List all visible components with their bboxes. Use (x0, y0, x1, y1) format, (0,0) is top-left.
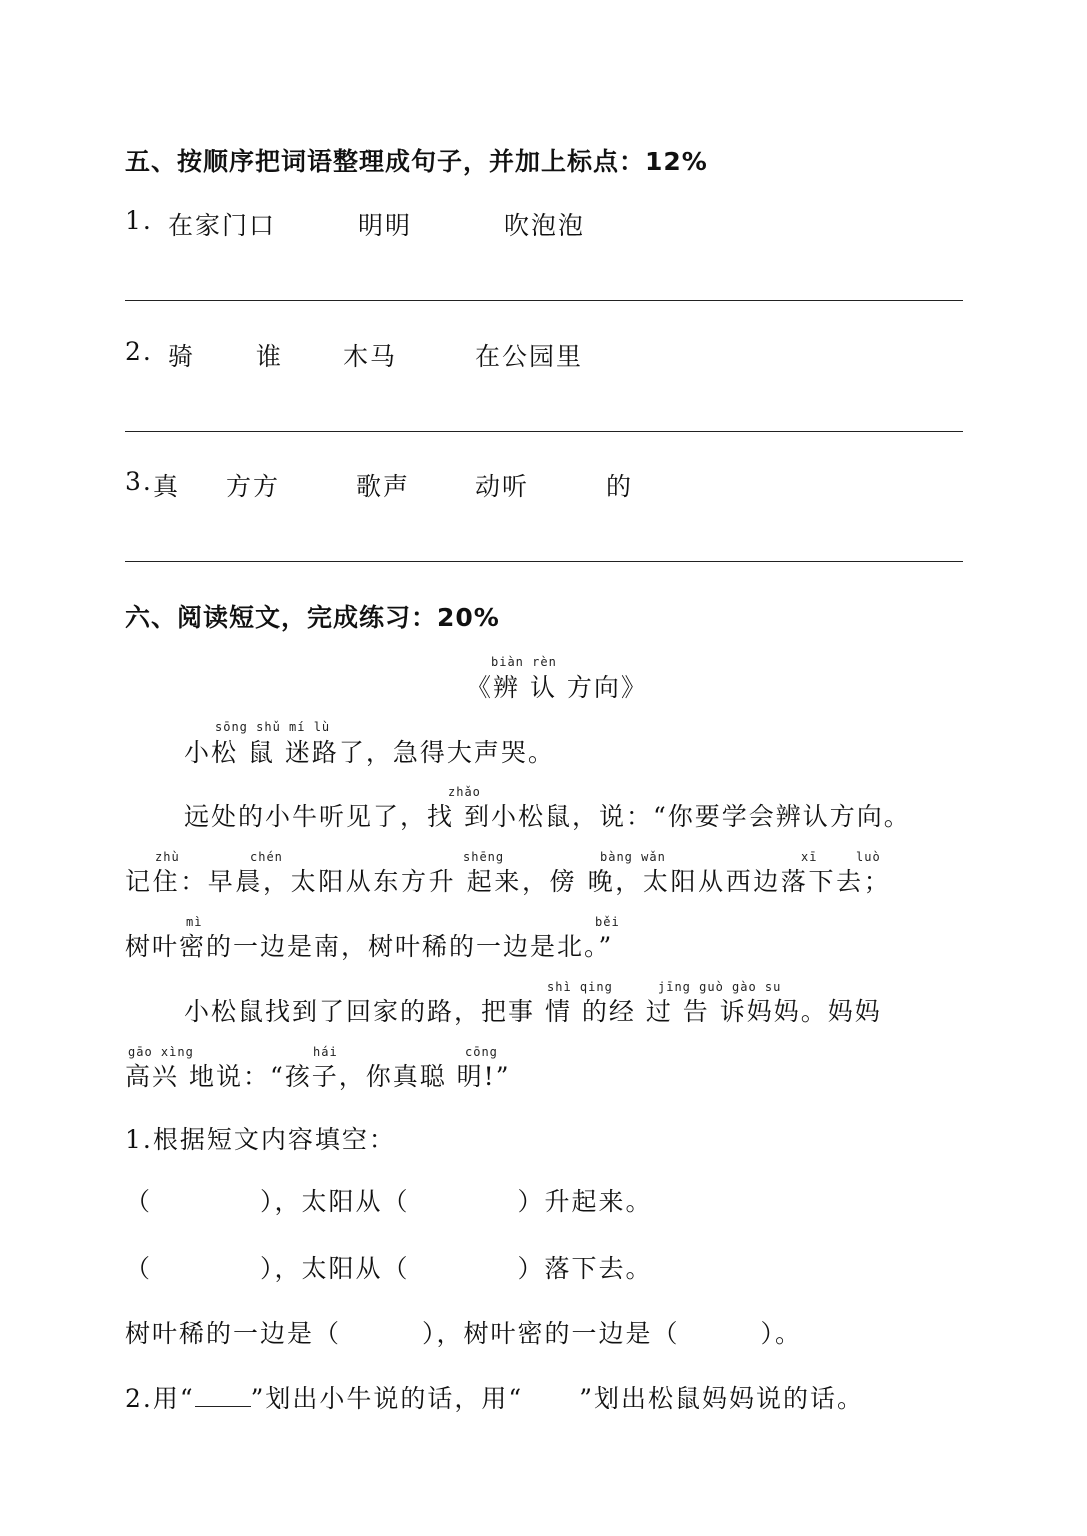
paragraph-5: 小松鼠找到了回家的路，把事 情 的经 过 告 诉妈妈。妈妈 (184, 997, 882, 1026)
question-2-part-a: 2.用“ (125, 1384, 195, 1413)
straight-underline-sample (195, 1384, 251, 1407)
q2-num: 2. (125, 337, 153, 366)
fill-blank-1: （ ），太阳从（ ）升起来。 (125, 1187, 653, 1216)
fill-blank-2: （ ），太阳从（ ）落下去。 (125, 1254, 653, 1283)
title-pinyin: biàn rèn (491, 655, 557, 669)
q3-word5: 的 (606, 472, 634, 501)
paragraph-4: 树叶密的一边是南，树叶稀的一边是北。” (125, 932, 614, 961)
q2-word3: 木马 (343, 342, 398, 371)
p3-pinyin-5: xī (801, 850, 818, 864)
q3-word2: 方方 (226, 472, 281, 501)
p5-pinyin-1: shì qing (547, 980, 613, 994)
p3-pinyin-1: zhù (155, 850, 180, 864)
answer-line-2 (125, 431, 963, 432)
p3-pinyin-4: bàng wǎn (600, 850, 666, 864)
q1-num: 1. (125, 206, 153, 235)
answer-line-3 (125, 561, 963, 562)
q3-word1: 真 (153, 472, 181, 501)
question-1-label: 1.根据短文内容填空： (125, 1125, 396, 1154)
q2-word4: 在公园里 (475, 342, 584, 371)
p5-pinyin-2: jīng guò gào su (658, 980, 782, 994)
q3-word4: 动听 (475, 472, 530, 501)
p4-pinyin-1: mì (186, 915, 203, 929)
question-2 (125, 1379, 864, 1415)
paragraph-6: 高兴 地说：“孩子，你真聪 明!” (125, 1062, 511, 1091)
paragraph-1: 小松 鼠 迷路了，急得大声哭。 (184, 738, 555, 767)
p2-pinyin: zhǎo (448, 785, 481, 799)
q1-word2: 明明 (358, 211, 413, 240)
p4-pinyin-2: běi (595, 915, 620, 929)
q3-num: 3. (125, 467, 153, 496)
section5-heading: 五、按顺序把词语整理成句子，并加上标点：12% (125, 147, 708, 176)
p3-pinyin-6: luò (856, 850, 881, 864)
q2-word2: 谁 (256, 342, 284, 371)
q1-word3: 吹泡泡 (504, 211, 586, 240)
q2-word1: 骑 (168, 342, 196, 371)
paragraph-3: 记住：早晨，太阳从东方升 起来，傍 晚，太阳从西边落下去； (125, 867, 892, 896)
q1-word1: 在家门口 (168, 211, 277, 240)
p1-pinyin: sōng shǔ mí lù (215, 720, 331, 734)
p3-pinyin-3: shēng (463, 850, 505, 864)
fill-blank-3: 树叶稀的一边是（ ），树叶密的一边是（ ）。 (125, 1319, 803, 1348)
question-2-part-b: ”划出小牛说的话，用“ (250, 1384, 524, 1413)
p6-pinyin-1: gāo xìng (128, 1045, 194, 1059)
p3-pinyin-2: chén (250, 850, 283, 864)
p6-pinyin-3: cōng (465, 1045, 498, 1059)
answer-line-1 (125, 300, 963, 301)
paragraph-2: 远处的小牛听见了，找 到小松鼠，说：“你要学会辨认方向。 (184, 802, 911, 831)
passage-title: 《辨 认 方向》 (466, 673, 648, 702)
p6-pinyin-2: hái (313, 1045, 338, 1059)
q3-word3: 歌声 (356, 472, 411, 501)
section6-heading: 六、阅读短文，完成练习：20% (125, 603, 500, 632)
question-2-part-c: ”划出松鼠妈妈说的话。 (579, 1384, 864, 1413)
